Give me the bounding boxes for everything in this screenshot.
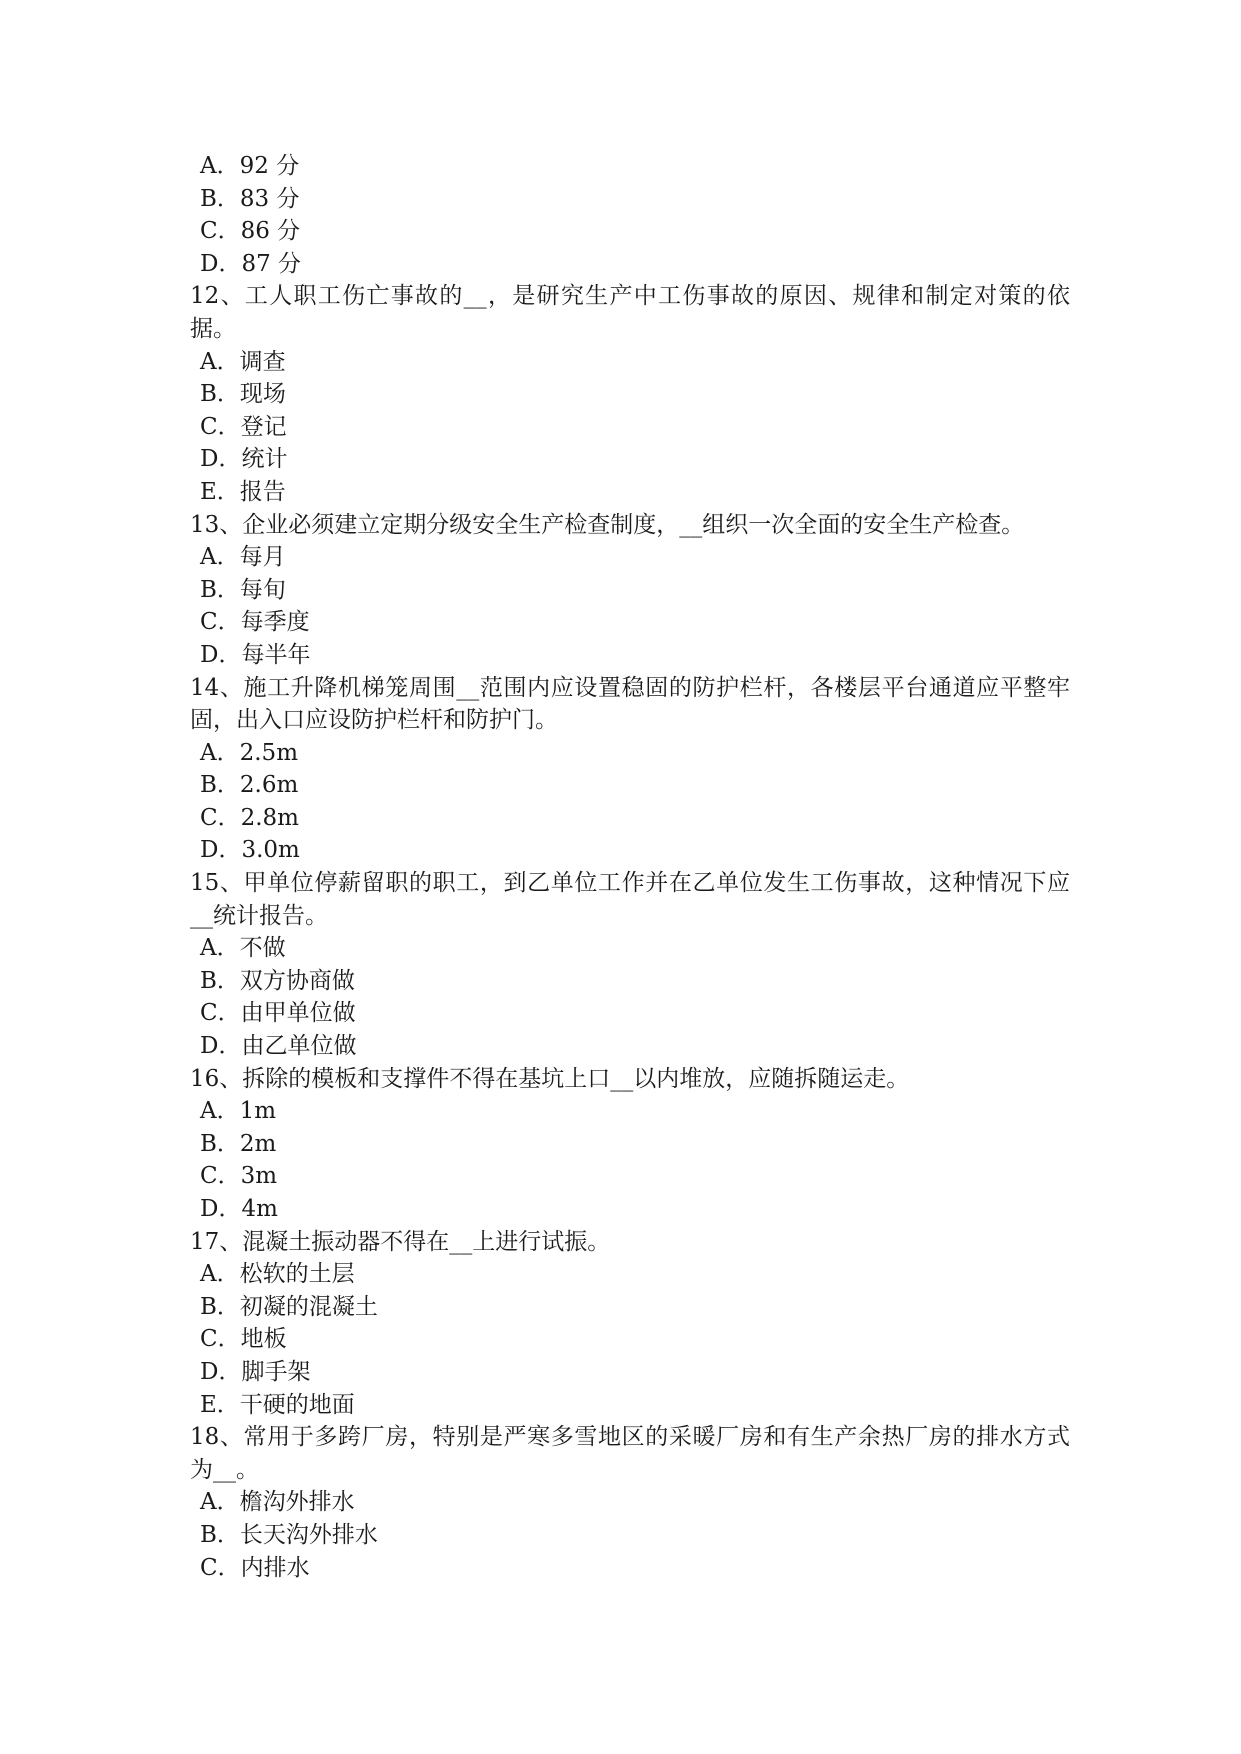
option: C．登记	[200, 413, 287, 440]
option: D．统计	[200, 446, 288, 473]
options	[190, 541, 1070, 671]
option: A．1m	[200, 1098, 277, 1125]
question-stem: 12、工人职工伤亡事故的__，是研究生产中工伤事故的原因、规律和制定对策的依据。	[190, 283, 1070, 342]
document-page	[190, 150, 1070, 1584]
option: D．3.0m	[200, 837, 300, 864]
option: C．地板	[200, 1326, 287, 1353]
option: C．3m	[200, 1163, 278, 1190]
question-17	[190, 1226, 1070, 1422]
option: C．由甲单位做	[200, 1000, 356, 1027]
question-14	[190, 672, 1070, 868]
option: E．干硬的地面	[200, 1391, 355, 1418]
option: B．双方协商做	[200, 967, 355, 994]
option: A．松软的土层	[200, 1261, 355, 1288]
question-stem: 14、施工升降机梯笼周围__范围内应设置稳固的防护栏杆，各楼层平台通道应平整牢固，出入口应设防护栏杆和防护门。	[190, 674, 1070, 734]
option: A．92 分	[200, 153, 300, 179]
option: D．87 分	[200, 250, 302, 277]
option: B．83 分	[200, 185, 300, 212]
question-12	[190, 280, 1070, 508]
option: C．每季度	[200, 609, 310, 636]
question-stem: 17、混凝土振动器不得在__上进行试振。	[190, 1228, 611, 1255]
option: B．2.6m	[200, 772, 299, 799]
option: A．每月	[200, 544, 286, 571]
question-stem: 15、甲单位停薪留职的职工，到乙单位工作并在乙单位发生工伤事故，这种情况下应__统计报告。	[190, 870, 1070, 929]
question-16	[190, 1063, 1070, 1226]
option: B．2m	[200, 1130, 277, 1157]
leading-options	[190, 150, 1070, 280]
option: C．2.8m	[200, 804, 299, 831]
option: B．长天沟外排水	[200, 1521, 378, 1548]
option: B．初凝的混凝土	[200, 1293, 378, 1320]
option: D．4m	[200, 1196, 278, 1222]
option: D．由乙单位做	[200, 1033, 357, 1060]
option: B．现场	[200, 381, 286, 408]
options	[190, 1486, 1070, 1584]
option: A．2.5m	[200, 739, 298, 766]
option: A．调查	[200, 348, 286, 375]
option: C．内排水	[200, 1554, 310, 1581]
option: D．脚手架	[200, 1358, 311, 1385]
options	[190, 1258, 1070, 1421]
option: B．每旬	[200, 576, 286, 603]
question-stem: 13、企业必须建立定期分级安全生产检查制度，__组织一次全面的安全生产检查。	[190, 511, 1025, 538]
question-15	[190, 867, 1070, 1063]
option: D．每半年	[200, 641, 311, 668]
question-stem: 18、常用于多跨厂房，特别是严寒多雪地区的采暖厂房和有生产余热厂房的排水方式为__。	[190, 1424, 1070, 1483]
options	[190, 932, 1070, 1062]
options	[190, 1095, 1070, 1225]
options	[190, 737, 1070, 867]
option: E．报告	[200, 478, 286, 505]
option: A．不做	[200, 935, 286, 962]
question-13	[190, 509, 1070, 672]
option: C．86 分	[200, 218, 301, 245]
options	[190, 346, 1070, 509]
question-18	[190, 1421, 1070, 1584]
option: A．檐沟外排水	[200, 1489, 355, 1516]
question-stem: 16、拆除的模板和支撑件不得在基坑上口__以内堆放，应随拆随运走。	[190, 1065, 910, 1092]
